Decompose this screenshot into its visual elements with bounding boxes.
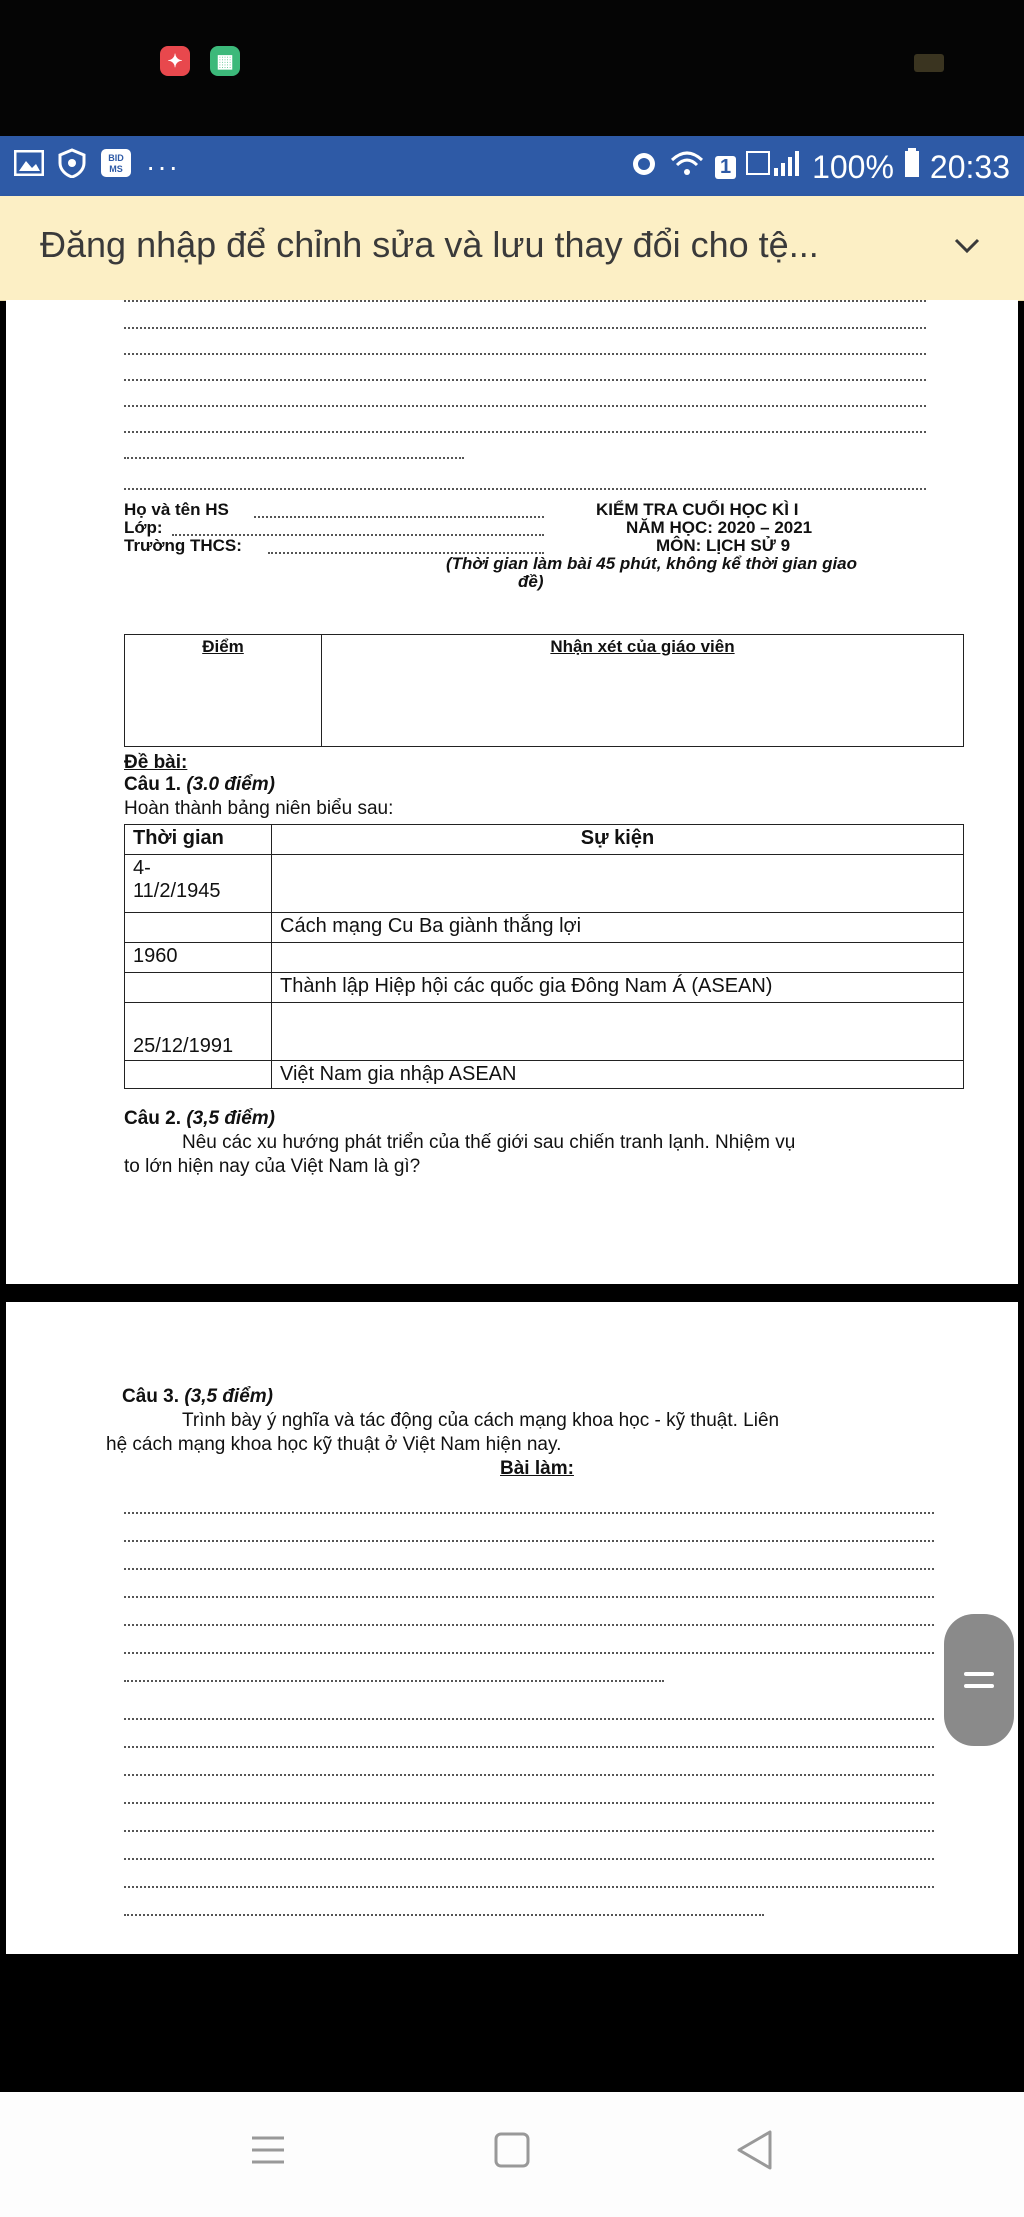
event-cell: Việt Nam gia nhập ASEAN xyxy=(272,1061,964,1089)
answer-line xyxy=(124,488,926,490)
banner-text: Đăng nhập để chỉnh sửa và lưu thay đổi cho tệ... xyxy=(40,224,819,265)
answer-line xyxy=(124,1596,934,1598)
chevron-down-icon[interactable] xyxy=(950,228,984,271)
fast-scroll-handle[interactable] xyxy=(944,1614,1014,1746)
table-row xyxy=(125,1061,964,1089)
app-notification-icon: ✦ xyxy=(160,46,190,76)
q2-text-cont: to lớn hiện nay của Việt Nam là gì? xyxy=(124,1156,421,1177)
col-header-event: Sự kiện xyxy=(272,825,964,855)
login-banner[interactable] xyxy=(0,196,1024,301)
status-bar xyxy=(0,136,1024,196)
time-cell xyxy=(125,973,272,1003)
calendar-app-icon: ▦ xyxy=(210,46,240,76)
answer-line xyxy=(124,300,926,302)
document-page-2 xyxy=(6,1302,1018,1954)
q3-text-cont: hệ cách mạng khoa học kỹ thuật ở Việt Nam hiện nay. xyxy=(106,1434,562,1455)
battery-icon xyxy=(904,148,920,186)
svg-text:BID: BID xyxy=(108,153,124,163)
school-label: Trường THCS: xyxy=(124,536,242,555)
sim-icon: 1 xyxy=(715,156,736,179)
time-cell: 1960 xyxy=(125,943,272,973)
answer-line xyxy=(124,1774,934,1776)
exam-year: NĂM HỌC: 2020 – 2021 xyxy=(626,518,813,537)
svg-text:MS: MS xyxy=(109,164,123,174)
answer-line xyxy=(124,1652,934,1654)
class-label: Lớp: xyxy=(124,518,163,537)
notification-area xyxy=(0,0,1024,136)
q1-points: (3.0 điểm) xyxy=(186,774,276,795)
score-header: Điểm xyxy=(125,635,322,747)
answer-line xyxy=(124,1540,934,1542)
answer-line xyxy=(124,1746,934,1748)
col-header-time: Thời gian xyxy=(125,825,272,855)
q1-text: Hoàn thành bảng niên biểu sau: xyxy=(124,798,394,819)
wifi-icon xyxy=(669,148,705,186)
q1-label: Câu 1. (3.0 điểm) xyxy=(124,774,276,795)
time-note: (Thời gian làm bài 45 phút, không kể thời gian giao xyxy=(446,554,858,573)
time-cell: 4- 11/2/1945 xyxy=(125,855,272,913)
exam-title: KIỂM TRA CUỐI HỌC KÌ I xyxy=(596,500,799,519)
home-icon[interactable] xyxy=(494,2132,530,2173)
q1-number: Câu 1 xyxy=(124,774,176,795)
comment-header: Nhận xét của giáo viên xyxy=(322,635,964,747)
table-row xyxy=(125,1003,964,1061)
answer-line xyxy=(124,1718,934,1720)
answer-line xyxy=(124,1802,934,1804)
answer-line xyxy=(124,1858,934,1860)
q3-number: Câu 3 xyxy=(122,1386,174,1407)
q3-text: Trình bày ý nghĩa và tác động của cách mạng khoa học - kỹ thuật. Liên xyxy=(182,1410,780,1431)
event-cell xyxy=(272,943,964,973)
exam-subject: MÔN: LỊCH SỬ 9 xyxy=(656,536,791,555)
answer-line xyxy=(124,353,926,355)
answer-line xyxy=(124,379,926,381)
more-icon: ··· xyxy=(146,150,180,182)
event-cell: Thành lập Hiệp hội các quốc gia Đông Nam Á (ASEAN) xyxy=(272,973,964,1003)
gallery-icon xyxy=(14,150,44,183)
time-cell: 25/12/1991 xyxy=(125,1003,272,1061)
event-cell xyxy=(272,1003,964,1061)
answer-line xyxy=(124,1830,934,1832)
q2-label: Câu 2. (3,5 điểm) xyxy=(124,1108,276,1129)
document-page-1 xyxy=(6,300,1018,1284)
answer-line xyxy=(124,1512,934,1514)
table-row xyxy=(125,855,964,913)
viewer-footer xyxy=(0,1954,1024,2092)
answer-line xyxy=(124,457,464,459)
answer-line xyxy=(124,1624,934,1626)
table-row xyxy=(125,913,964,943)
q2-points: (3,5 điểm) xyxy=(186,1108,276,1129)
bai-lam-heading: Bài làm: xyxy=(500,1458,574,1479)
alarm-icon xyxy=(629,148,659,186)
bidv-icon xyxy=(100,148,132,185)
answer-line xyxy=(124,431,926,433)
q2-text: Nêu các xu hướng phát triển của thế giới sau chiến tranh lạnh. Nhiệm vụ xyxy=(182,1132,796,1153)
battery-percent: 100% xyxy=(812,148,894,185)
student-name-label: Họ và tên HS xyxy=(124,500,229,519)
q2-number: Câu 2 xyxy=(124,1108,176,1129)
event-cell xyxy=(272,855,964,913)
answer-line xyxy=(124,1886,934,1888)
shield-icon xyxy=(58,148,86,185)
time-cell xyxy=(125,913,272,943)
table-row xyxy=(125,943,964,973)
timeline-table xyxy=(124,824,964,1089)
answer-line xyxy=(124,1680,664,1682)
score-table xyxy=(124,634,964,747)
answer-line xyxy=(124,405,926,407)
navigation-bar xyxy=(0,2092,1024,2217)
menu-icon[interactable] xyxy=(250,2132,286,2173)
time-note-cont: đề) xyxy=(518,572,544,591)
q3-label: Câu 3. (3,5 điểm) xyxy=(122,1386,274,1407)
q3-points: (3,5 điểm) xyxy=(184,1386,274,1407)
signal-icon xyxy=(746,148,802,186)
answer-line xyxy=(124,1914,764,1916)
clock: 20:33 xyxy=(929,148,1010,185)
indicator-icon xyxy=(914,54,944,72)
de-bai-heading: Đề bài: xyxy=(124,752,188,773)
event-cell: Cách mạng Cu Ba giành thắng lợi xyxy=(272,913,964,943)
answer-line xyxy=(124,1568,934,1570)
back-icon[interactable] xyxy=(736,2130,772,2175)
name-fill-line xyxy=(254,516,544,518)
table-row xyxy=(125,973,964,1003)
answer-line xyxy=(124,327,926,329)
time-cell xyxy=(125,1061,272,1089)
